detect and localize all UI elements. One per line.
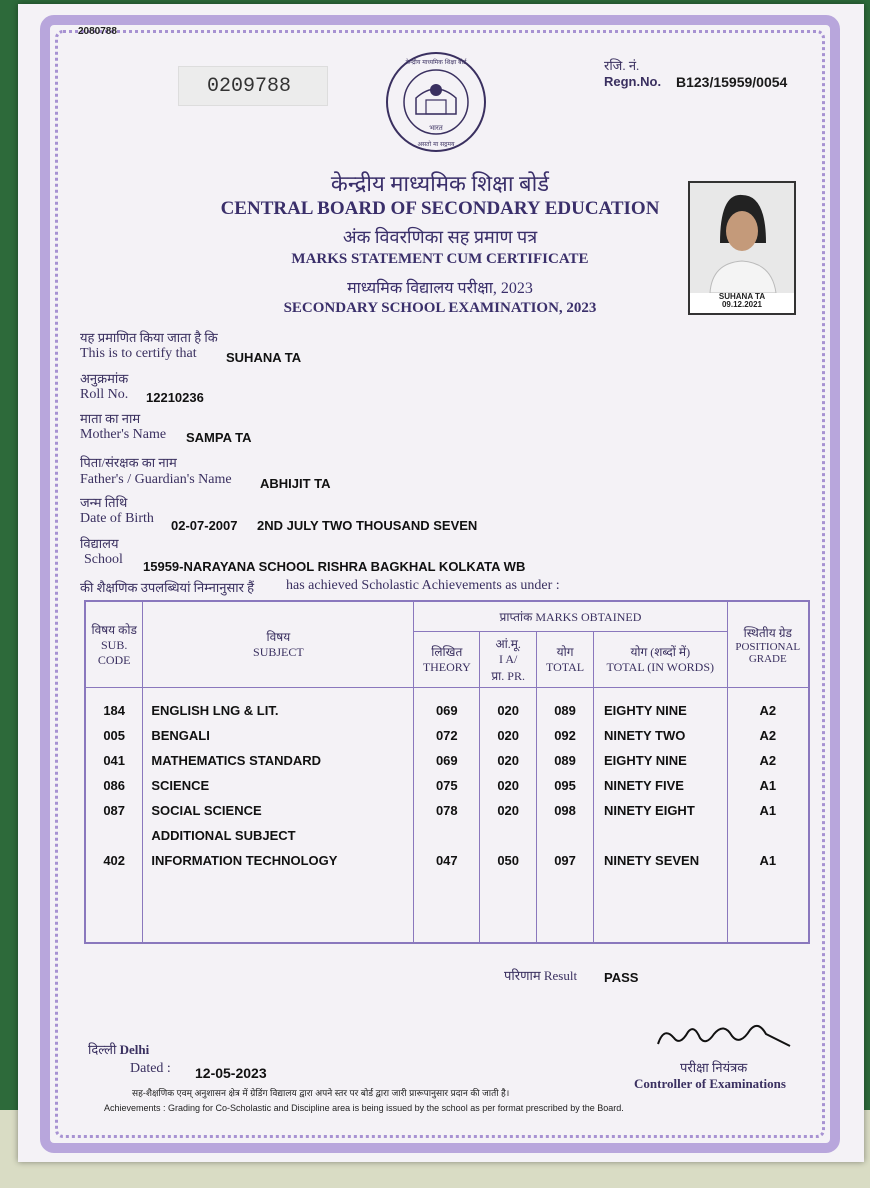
student-name: SUHANA TA bbox=[226, 350, 302, 365]
dob-words: 2ND JULY TWO THOUSAND SEVEN bbox=[257, 518, 478, 533]
exam-title-hindi: माध्यमिक विद्यालय परीक्षा, 2023 bbox=[347, 280, 533, 297]
board-title: CENTRAL BOARD OF SECONDARY EDUCATION bbox=[220, 198, 660, 219]
roll-number: 12210236 bbox=[146, 390, 204, 405]
footnote-english: Achievements : Grading for Co-Scholastic and Discipline area is being issued by the school as per format prescribed by the Board. bbox=[104, 1103, 624, 1113]
student-portrait-icon bbox=[690, 183, 794, 293]
mother-name: SAMPA TA bbox=[186, 430, 252, 445]
serial-number: 2080788 bbox=[78, 26, 117, 37]
col-words: EIGHTY NINE NINETY TWO EIGHTY NINE NINETY FIVE NINETY EIGHT NINETY SEVEN bbox=[593, 687, 727, 943]
signature-icon bbox=[654, 1016, 794, 1056]
achieved-label: has achieved Scholastic Achievements as under : bbox=[286, 578, 560, 593]
mother-hindi: माता का नाम bbox=[80, 411, 141, 426]
certificate-number-box bbox=[178, 66, 328, 106]
photo-name: SUHANA TA bbox=[718, 292, 766, 301]
roll-label: Roll No. bbox=[80, 387, 129, 402]
header-theory: लिखित THEORY bbox=[414, 631, 480, 687]
exam-title: SECONDARY SCHOOL EXAMINATION, 2023 bbox=[283, 300, 597, 316]
header-total: योग TOTAL bbox=[537, 631, 594, 687]
footnote-hindi: सह-शैक्षणिक एवम् अनुशासन क्षेत्र में ग्रेडिंग विद्यालय द्वारा अपने स्तर पर बोर्ड द्वारा जारी प्रारूपानुसार प्रदान की जाती है। bbox=[132, 1088, 510, 1098]
header-marks: प्राप्तांक MARKS OBTAINED bbox=[414, 601, 727, 631]
certify-label: This is to certify that bbox=[80, 346, 197, 361]
photo-caption bbox=[690, 293, 794, 309]
header-subject: विषय SUBJECT bbox=[143, 601, 414, 687]
controller-title: Controller of Examinations bbox=[634, 1076, 786, 1091]
regn-number: B123/15959/0054 bbox=[676, 74, 788, 90]
regn-label-hindi: रजि. नं. bbox=[604, 58, 640, 73]
col-ia: 020 020 020 020 020 050 bbox=[480, 687, 537, 943]
certificate-number: 0209788 bbox=[207, 75, 292, 98]
col-grade: A2 A2 A2 A1 A1 A1 bbox=[727, 687, 809, 943]
regn-label: Regn.No. bbox=[604, 74, 662, 89]
father-name: ABHIJIT TA bbox=[260, 476, 331, 491]
header-words: योग (शब्दों में) TOTAL (IN WORDS) bbox=[593, 631, 727, 687]
place-label: दिल्ली Delhi bbox=[88, 1042, 150, 1057]
certificate-title: MARKS STATEMENT CUM CERTIFICATE bbox=[291, 251, 589, 267]
school-label: School bbox=[84, 552, 123, 567]
dob-value: 02-07-2007 bbox=[171, 518, 238, 533]
board-title-hindi: केन्द्रीय माध्यमिक शिक्षा बोर्ड bbox=[330, 171, 550, 196]
controller-hindi: परीक्षा नियंत्रक bbox=[680, 1060, 748, 1075]
photo-date: 09.12.2021 bbox=[721, 300, 763, 309]
dob-hindi: जन्म तिथि bbox=[80, 495, 128, 510]
cbse-logo-icon bbox=[384, 50, 488, 154]
col-theory: 069 072 069 075 078 047 bbox=[414, 687, 480, 943]
school-name: 15959-NARAYANA SCHOOL RISHRA BAGKHAL KOLKATA WB bbox=[143, 559, 526, 574]
dated-value: 12-05-2023 bbox=[195, 1065, 267, 1081]
col-total: 089 092 089 095 098 097 bbox=[537, 687, 594, 943]
certificate-title-hindi: अंक विवरणिका सह प्रमाण पत्र bbox=[342, 227, 538, 247]
result-value: PASS bbox=[604, 970, 639, 985]
dated-label: Dated : bbox=[130, 1061, 171, 1076]
logo-country: भारत bbox=[429, 124, 443, 132]
mother-label: Mother's Name bbox=[80, 427, 167, 442]
col-subjects: ENGLISH LNG & LIT. BENGALI MATHEMATICS STANDARD SCIENCE SOCIAL SCIENCE ADDITIONAL SUBJECT INFORMATION TECHNOLOGY bbox=[143, 687, 414, 943]
header-code: विषय कोड SUB. CODE bbox=[85, 601, 143, 687]
logo-text-bottom: असतो मा सद्गमय bbox=[417, 141, 455, 148]
roll-hindi: अनुक्रमांक bbox=[80, 371, 129, 386]
marks-table bbox=[84, 600, 810, 944]
achieved-hindi: की शैक्षणिक उपलब्धियां निम्नानुसार हैं bbox=[80, 580, 255, 595]
header-grade: स्थितीय ग्रेड POSITIONAL GRADE bbox=[727, 601, 809, 687]
col-codes: 184 005 041 086 087 402 bbox=[85, 687, 143, 943]
dob-label: Date of Birth bbox=[80, 511, 154, 526]
father-hindi: पिता/संरक्षक का नाम bbox=[80, 455, 177, 470]
certify-hindi: यह प्रमाणित किया जाता है कि bbox=[80, 330, 218, 345]
logo-text-top: केन्द्रीय माध्यमिक शिक्षा बोर्ड bbox=[405, 59, 467, 66]
school-hindi: विद्यालय bbox=[80, 536, 119, 551]
father-label: Father's / Guardian's Name bbox=[80, 472, 232, 487]
result-label: परिणाम Result bbox=[504, 968, 578, 983]
header-ia: आं.मू. I A/ प्रा. PR. bbox=[480, 631, 537, 687]
